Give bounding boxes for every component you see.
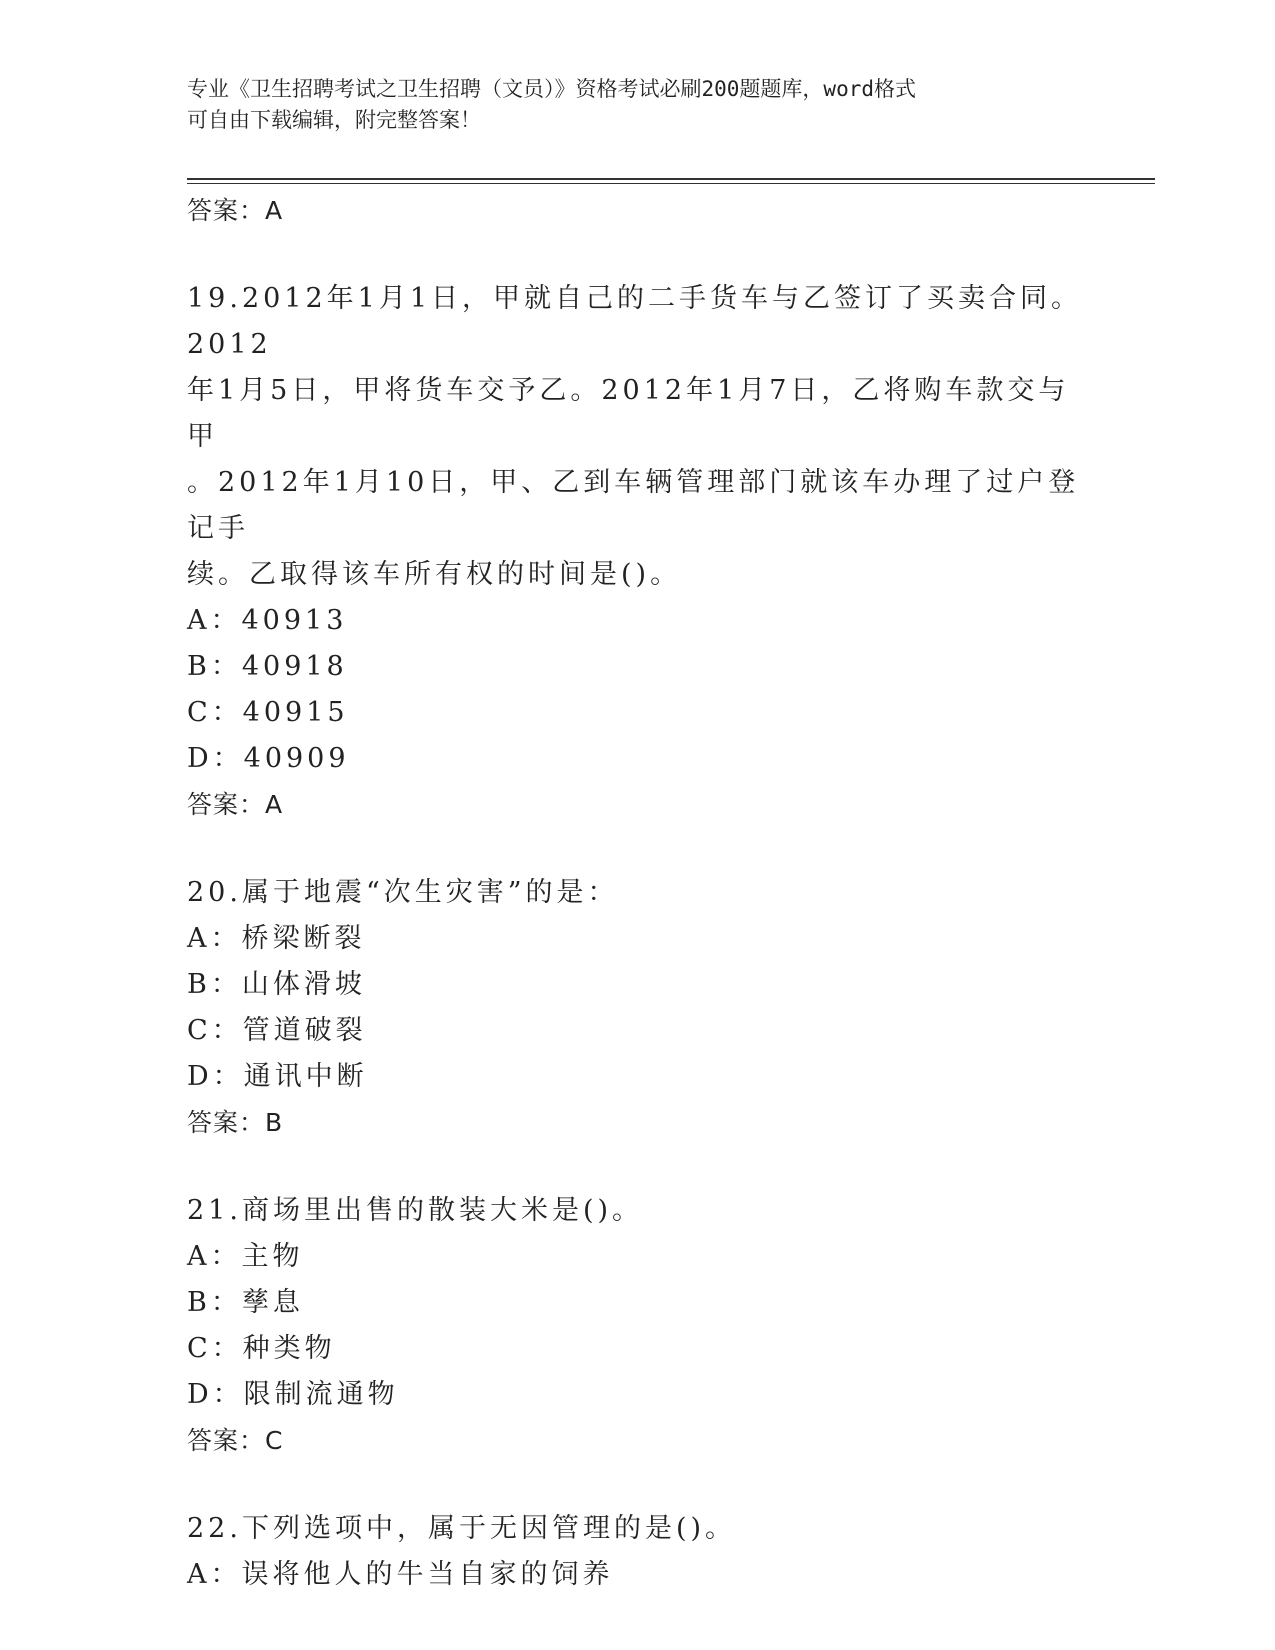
option-a: A：桥梁断裂 <box>187 923 366 954</box>
answer-line: 答案：A <box>187 196 284 225</box>
question-stem-line: 年1月5日，甲将货车交予乙。2012年1月7日，乙将购车款交与甲 <box>187 375 1070 452</box>
header-line-2: 可自由下载编辑，附完整答案！ <box>187 108 481 132</box>
question-stem-line: 21.商场里出售的散装大米是()。 <box>187 1195 644 1226</box>
answer-line: 答案：A <box>187 790 284 819</box>
question-stem <box>187 1188 1087 1234</box>
header-line-1: 专业《卫生招聘考试之卫生招聘（文员）》资格考试必刷200题题库，word格式 <box>187 77 916 101</box>
option-d: D：限制流通物 <box>187 1379 399 1410</box>
question-stem-line: 续。乙取得该车所有权的时间是()。 <box>187 559 682 590</box>
option-b: B：孳息 <box>187 1287 304 1318</box>
question-block <box>187 1506 1087 1598</box>
option-c: C：40915 <box>187 697 349 728</box>
option-b: B：山体滑坡 <box>187 969 366 1000</box>
question-block <box>187 870 1087 1146</box>
question-stem-line: 20.属于地震“次生灾害”的是： <box>187 877 619 908</box>
document-header <box>187 74 1067 136</box>
header-divider <box>187 178 1155 180</box>
question-block <box>187 1188 1087 1464</box>
question-stem <box>187 870 1087 916</box>
option-a: A：主物 <box>187 1241 304 1272</box>
question-stem-line: 。2012年1月10日，甲、乙到车辆管理部门就该车办理了过户登记手 <box>187 467 1080 544</box>
question-stem-line: 22.下列选项中，属于无因管理的是()。 <box>187 1513 737 1544</box>
option-c: C：管道破裂 <box>187 1015 367 1046</box>
option-d: D：通讯中断 <box>187 1061 368 1092</box>
question-stem-line: 19.2012年1月1日，甲就自己的二手货车与乙签订了买卖合同。2012 <box>187 283 1083 360</box>
header-divider-thin <box>187 183 1155 184</box>
question-stem <box>187 1506 1087 1552</box>
answer-line: 答案：B <box>187 1108 284 1137</box>
question-block <box>187 276 1087 828</box>
option-c: C：种类物 <box>187 1333 336 1364</box>
question-stem <box>187 276 1087 598</box>
option-a: A：误将他人的牛当自家的饲养 <box>187 1559 614 1590</box>
option-b: B：40918 <box>187 651 348 682</box>
question-list <box>187 188 1087 1598</box>
option-d: D：40909 <box>187 743 350 774</box>
answer-line: 答案：C <box>187 1426 284 1455</box>
option-a: A：40913 <box>187 605 348 636</box>
